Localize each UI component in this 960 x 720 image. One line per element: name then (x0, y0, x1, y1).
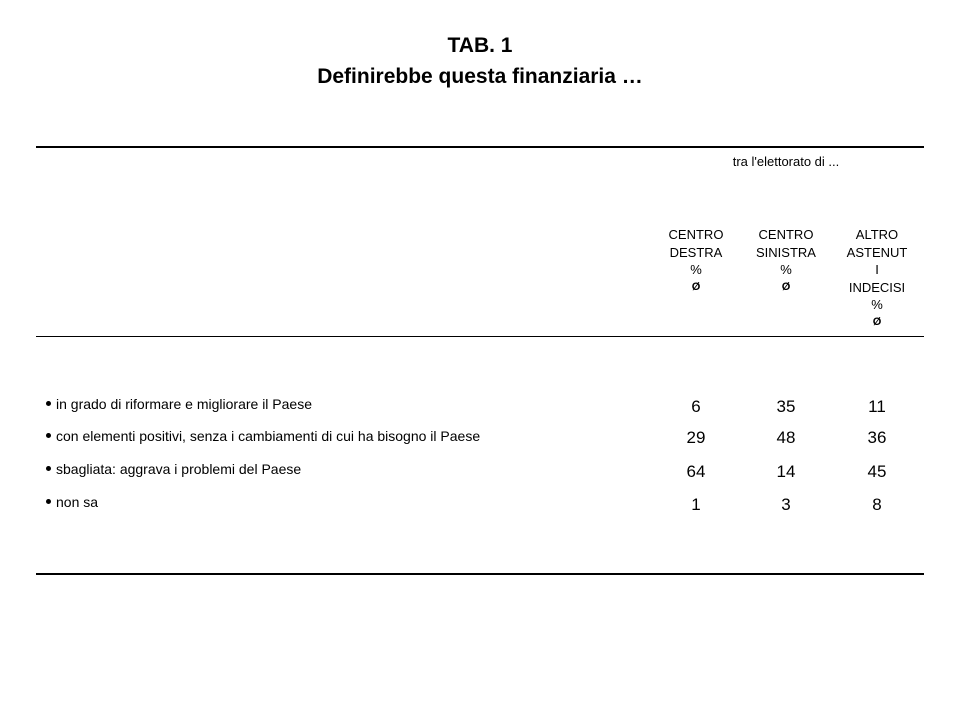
bullet-icon (46, 401, 51, 406)
table-cell: 8 (872, 495, 882, 514)
table-subtitle: Definirebbe questa finanziaria … (317, 65, 643, 88)
row-label (46, 428, 480, 444)
table-cell: 11 (868, 397, 886, 416)
table-cell: 1 (691, 495, 701, 514)
electorate-group-label: tra l'elettorato di ... (732, 154, 840, 169)
bullet-icon (46, 499, 51, 504)
row-label-text: sbagliata: aggrava i problemi del Paese (56, 461, 302, 477)
table-cell: 14 (776, 462, 796, 481)
column-header-line: I (875, 262, 879, 277)
column-header-line: ALTRO (855, 227, 899, 242)
table-cell: 48 (776, 428, 796, 447)
column-header-altro-astenuti-indecisi (832, 226, 922, 330)
table-cell: 64 (686, 462, 706, 481)
bottom-rule (36, 573, 924, 575)
column-header-line: DESTRA (669, 244, 723, 260)
table-cell: 45 (867, 462, 887, 481)
table-cell: 3 (781, 495, 791, 514)
row-label-text: non sa (56, 494, 99, 510)
column-header-line: CENTRO (668, 227, 724, 242)
top-rule (36, 146, 924, 148)
bullet-icon (46, 466, 51, 471)
row-label (46, 396, 312, 412)
table-cell: 29 (686, 428, 706, 447)
row-label (46, 494, 98, 510)
column-header-centro-sinistra (741, 226, 831, 295)
table-title: TAB. 1 (447, 34, 513, 57)
bullet-icon (46, 433, 51, 438)
column-header-line: SINISTRA (756, 244, 816, 260)
arrow-icon (651, 279, 741, 295)
column-header-line: INDECISI (848, 279, 906, 295)
column-header-line: % (871, 297, 883, 312)
row-label-text: in grado di riformare e migliorare il Paese (56, 396, 312, 412)
table-cell: 36 (867, 428, 887, 447)
row-label-text: con elementi positivi, senza i cambiamenti di cui ha bisogno il Paese (56, 428, 481, 444)
table-cell: 6 (691, 397, 701, 416)
arrow-icon (832, 314, 922, 330)
column-header-line: % (690, 262, 702, 277)
table-cell: 35 (776, 397, 796, 416)
column-header-line: CENTRO (758, 227, 814, 242)
arrow-icon (741, 279, 831, 295)
column-header-line: % (780, 262, 792, 277)
column-header-line: ASTENUT (846, 244, 908, 260)
header-rule (36, 336, 924, 337)
row-label (46, 461, 301, 477)
column-header-centro-destra (651, 226, 741, 295)
